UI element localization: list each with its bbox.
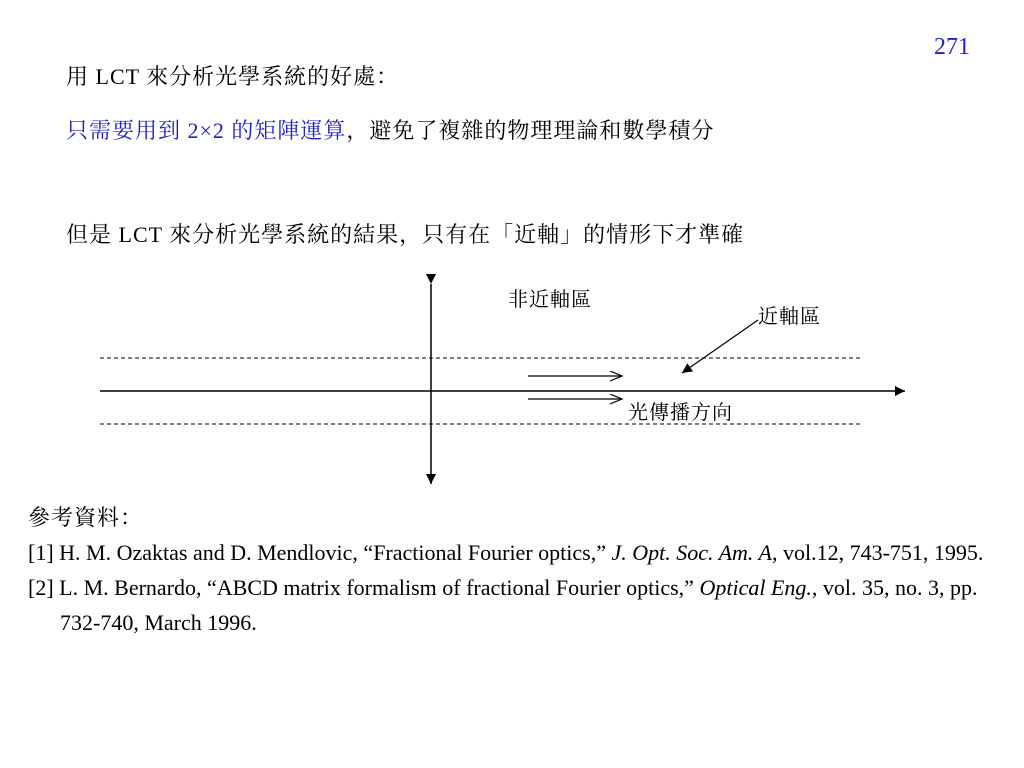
reference-item-1	[28, 535, 988, 570]
reference-1-details: , vol.12, 743-751, 1995.	[771, 540, 984, 565]
reference-2-authors-title: [2] L. M. Bernardo, “ABCD matrix formalism of fractional Fourier optics,”	[28, 575, 700, 600]
reference-1-journal: J. Opt. Soc. Am. A	[611, 540, 772, 565]
paraxial-limitation-text: 但是 LCT 來分析光學系統的結果，只有在「近軸」的情形下才準確	[66, 222, 745, 247]
label-propagation-direction: 光傳播方向	[628, 402, 733, 424]
reference-item-2	[28, 570, 988, 640]
reference-2-details: , vol. 35, no. 3, pp. 732-740, March 1996.	[60, 575, 978, 635]
reference-1-authors-title: [1] H. M. Ozaktas and D. Mendlovic, “Fractional Fourier optics,”	[28, 540, 612, 565]
references-heading: 參考資料：	[28, 505, 144, 530]
lct-benefit-detail	[66, 114, 714, 145]
benefit-rest-text: ，避免了複雜的物理理論和數學積分	[346, 118, 715, 143]
references-section	[28, 500, 988, 640]
page-number: 271	[934, 34, 970, 60]
matrix-operation-highlight: 只需要用到 2×2 的矩陣運算	[66, 118, 347, 143]
reference-2-journal: Optical Eng.	[699, 575, 812, 600]
paraxial-pointer-arrow	[682, 320, 758, 373]
lct-benefit-heading: 用 LCT 來分析光學系統的好處：	[66, 64, 400, 89]
label-nonparaxial-region: 非近軸區	[508, 289, 592, 311]
label-paraxial-region: 近軸區	[758, 306, 821, 328]
